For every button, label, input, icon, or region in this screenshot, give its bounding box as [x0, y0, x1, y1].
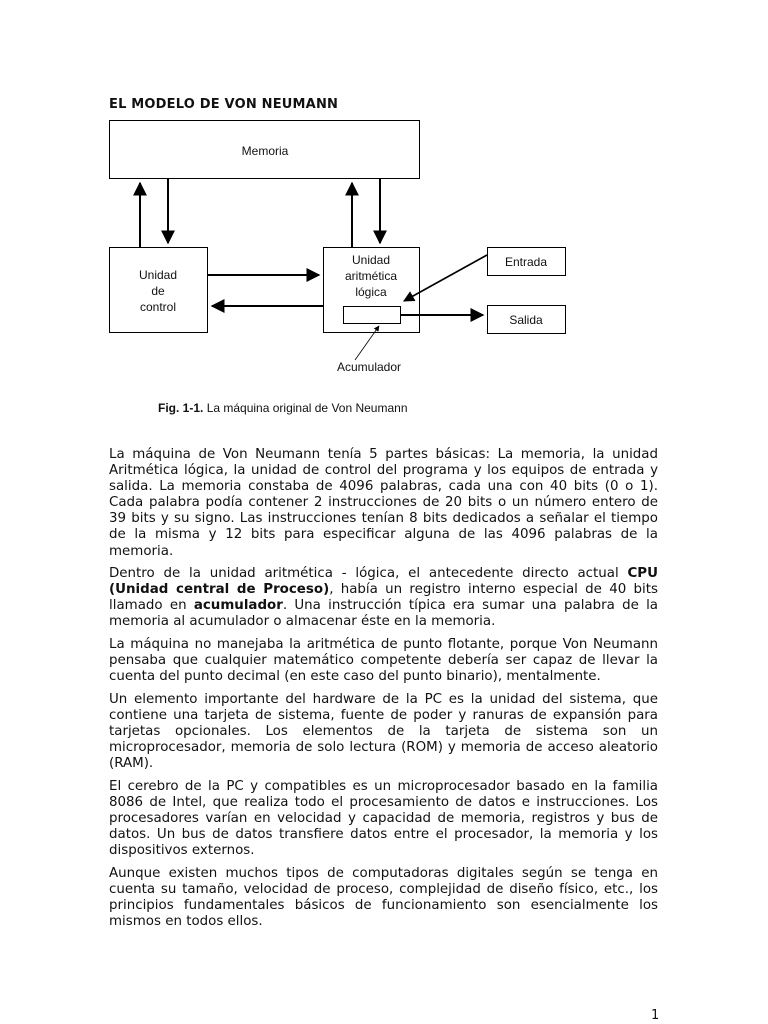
- arrow-label-to-acumulador: [355, 326, 379, 360]
- cpu-term: CPU (Unidad central de Proceso): [109, 566, 658, 598]
- paragraph-2-part-a: Dentro de la unidad aritmética - lógica, el antecedente directo actual: [109, 566, 628, 582]
- uc-label-line3: control: [139, 300, 177, 314]
- uc-label-line2: de: [151, 284, 165, 298]
- paragraph-3: La máquina no manejaba la aritmética de punto flotante, porque Von Neumann pensaba que cualquier matemático competente debería ser capaz de llevar la cuenta del punto decimal (en este caso del punto binario), mentalmente.: [109, 637, 658, 685]
- ual-label-line1: Unidad: [351, 253, 391, 267]
- caption-text: La máquina original de Von Neumann: [206, 401, 408, 415]
- acumulador-label: Acumulador: [336, 360, 402, 374]
- acumulador-box: [344, 307, 401, 324]
- paragraph-2-part-e: . Una instrucción típica era sumar una palabra de la memoria al acumulador o almacenar éste en la memoria.: [109, 598, 659, 630]
- ual-label-line3: lógica: [355, 285, 387, 299]
- von-neumann-diagram: [0, 0, 768, 400]
- paragraph-5: El cerebro de la PC y compatibles es un microprocesador basado en la familia 8086 de Intel, que realiza todo el procesamiento de datos e instrucciones. Los procesadores varían en velocidad y capacidad de memoria, registros y bus de datos. Un bus de datos transfiere datos entre el procesador, la memoria y los dispositivos externos.: [109, 778, 658, 859]
- memoria-label: Memoria: [241, 144, 289, 158]
- paragraph-4: Un elemento importante del hardware de la PC es la unidad del sistema, que contiene una tarjeta de sistema, fuente de poder y ranuras de expansión para tarjetas opcionales. Los elementos de la tarjeta de sistema son un microprocesador, memoria de solo lectura (ROM) y memoria de acceso aleatorio (RAM).: [109, 691, 658, 772]
- paragraph-2: [109, 566, 658, 630]
- body-text: [109, 447, 658, 937]
- ual-label-line2: aritmética: [344, 269, 398, 283]
- page-number: 1: [651, 1008, 660, 1023]
- paragraph-6: Aunque existen muchos tipos de computadoras digitales según se tenga en cuenta su tamaño, velocidad de proceso, complejidad de diseño físico, etc., los principios fundamentales básicos de funcionamiento son esencialmente los mismos en todos ellos.: [109, 865, 658, 930]
- uc-label-line1: Unidad: [138, 268, 178, 282]
- caption-label: Fig. 1-1.: [158, 401, 204, 415]
- figure-caption: [158, 401, 408, 415]
- salida-label: Salida: [509, 313, 543, 327]
- paragraph-2-part-c: , había un registro interno especial de 40 bits llamado en: [109, 582, 658, 614]
- document-title: EL MODELO DE VON NEUMANN: [109, 97, 339, 112]
- acumulador-term: acumulador: [193, 598, 283, 614]
- paragraph-1: La máquina de Von Neumann tenía 5 partes básicas: La memoria, la unidad Aritmética lógica, la unidad de control del programa y los equipos de entrada y salida. La memoria constaba de 4096 palabras, cada una con 40 bits (0 o 1). Cada palabra podía contener 2 instrucciones de 20 bits o un número entero de 39 bits y su signo. Las instrucciones tenían 8 bits dedicados a señalar el tiempo de la misma y 12 bits para especificar alguna de las 4096 palabras de la memoria.: [109, 447, 658, 559]
- arrow-entrada-to-ual: [404, 255, 487, 301]
- entrada-label: Entrada: [504, 255, 548, 269]
